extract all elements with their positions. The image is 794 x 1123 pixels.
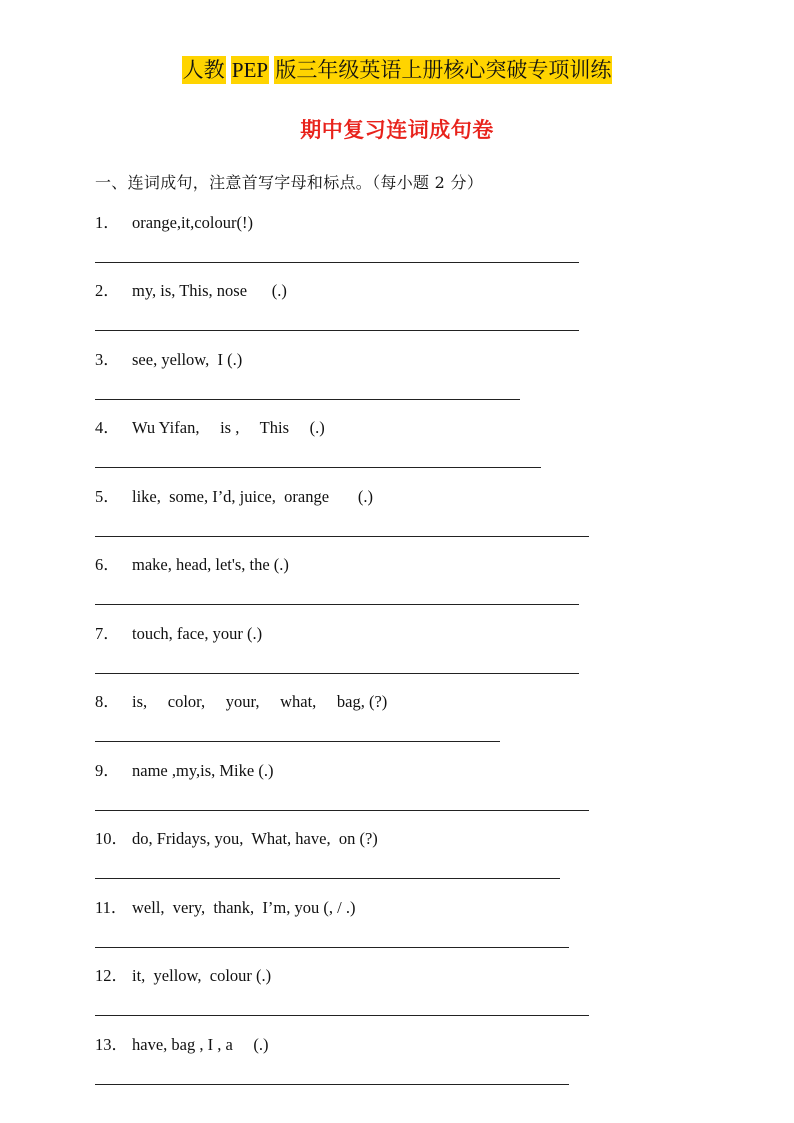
question-number: 9．: [95, 761, 120, 780]
question-item: [95, 414, 325, 438]
question-item: [95, 688, 387, 712]
title-part-3: 版三年级英语上册核心突破专项训练: [275, 58, 612, 82]
question-item: [95, 346, 242, 370]
question-words: well, very, thank, I’m, you (, / .): [132, 898, 356, 917]
answer-line[interactable]: [95, 467, 541, 468]
question-number: 7．: [95, 624, 120, 643]
question-number: 3．: [95, 350, 120, 369]
question-words: do, Fridays, you, What, have, on (?): [132, 829, 378, 848]
answer-line[interactable]: [95, 330, 579, 331]
answer-line[interactable]: [95, 810, 589, 811]
answer-line[interactable]: [95, 741, 500, 742]
question-words: name ,my,is, Mike (.): [132, 761, 274, 780]
question-words: Wu Yifan, is , This (.): [132, 418, 325, 437]
answer-line[interactable]: [95, 604, 579, 605]
question-number: 8．: [95, 692, 120, 711]
question-words: orange,it,colour(!): [132, 213, 253, 232]
question-number: 10．: [95, 829, 128, 848]
answer-line[interactable]: [95, 399, 520, 400]
question-words: my, is, This, nose (.): [132, 281, 287, 300]
page-subtitle: 期中复习连词成句卷: [300, 118, 494, 142]
answer-line[interactable]: [95, 947, 569, 948]
question-item: [95, 1031, 269, 1055]
title-part-2: PEP: [231, 58, 269, 82]
question-item: [95, 277, 287, 301]
question-number: 4．: [95, 418, 120, 437]
question-number: 11．: [95, 898, 128, 917]
question-item: [95, 620, 262, 644]
answer-line[interactable]: [95, 673, 579, 674]
question-item: [95, 483, 373, 507]
title-part-1: 人教: [182, 58, 225, 82]
question-item: [95, 209, 253, 233]
question-number: 1．: [95, 213, 120, 232]
question-words: like, some, I’d, juice, orange (.): [132, 487, 374, 506]
question-item: [95, 757, 273, 781]
question-item: [95, 825, 378, 849]
answer-line[interactable]: [95, 1084, 569, 1085]
question-number: 5．: [95, 487, 120, 506]
question-number: 13．: [95, 1035, 128, 1054]
title-wrap: [0, 53, 794, 87]
page-title: [182, 53, 613, 87]
question-item: [95, 962, 271, 986]
question-number: 6．: [95, 555, 120, 574]
question-words: have, bag , I , a (.): [132, 1035, 269, 1054]
question-words: see, yellow, I (.): [132, 350, 243, 369]
question-words: touch, face, your (.): [132, 624, 263, 643]
question-words: make, head, let's, the (.): [132, 555, 289, 574]
question-number: 2．: [95, 281, 120, 300]
question-item: [95, 894, 355, 918]
question-words: it, yellow, colour (.): [132, 966, 272, 985]
answer-line[interactable]: [95, 536, 589, 537]
section-instruction: 一、连词成句，注意首写字母和标点。（每小题 2 分）: [95, 173, 484, 192]
answer-line[interactable]: [95, 878, 560, 879]
question-number: 12．: [95, 966, 128, 985]
answer-line[interactable]: [95, 262, 579, 263]
answer-line[interactable]: [95, 1015, 589, 1016]
question-words: is, color, your, what, bag, (?): [132, 692, 388, 711]
question-item: [95, 551, 289, 575]
